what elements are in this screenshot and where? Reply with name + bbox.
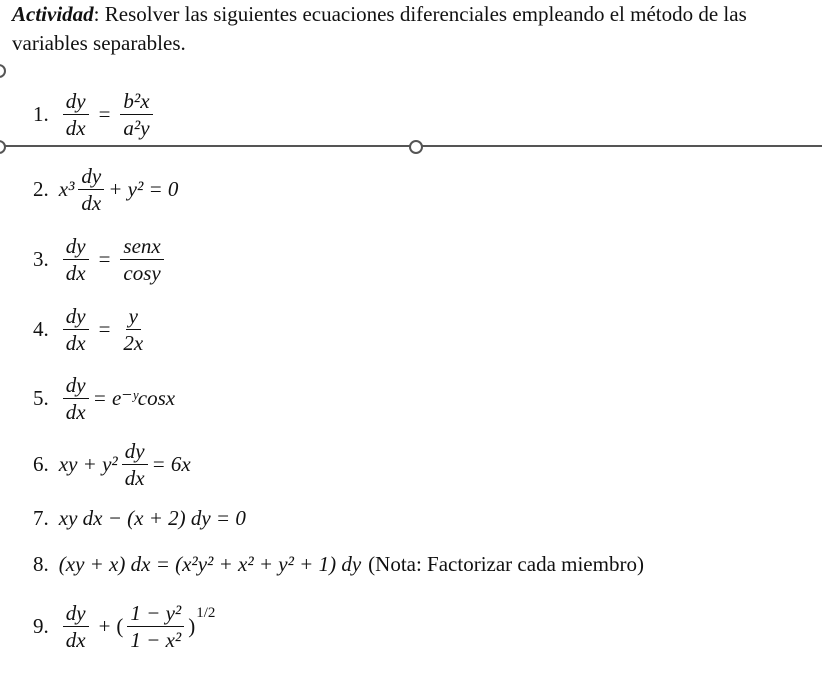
- numerator: dy: [63, 372, 89, 399]
- denominator: dx: [65, 261, 86, 285]
- numerator: 1 − y²: [127, 600, 184, 627]
- numerator: dy: [63, 233, 89, 260]
- paren-close: ): [188, 614, 196, 638]
- item-number: 9.: [33, 614, 49, 638]
- term: = 6x: [151, 452, 191, 476]
- equals: =: [98, 247, 111, 271]
- item-number: 5.: [33, 386, 49, 410]
- numerator: senx: [120, 233, 163, 260]
- term: x³: [58, 177, 75, 201]
- numerator: dy: [78, 163, 104, 190]
- numerator: dy: [122, 438, 148, 465]
- numerator: y: [126, 303, 141, 330]
- equation-2: [33, 163, 178, 216]
- item-number: 4.: [33, 317, 49, 341]
- denominator: dx: [81, 191, 102, 215]
- denominator: a²y: [123, 116, 150, 140]
- equation-1: [33, 88, 157, 141]
- denominator: dx: [65, 116, 86, 140]
- item-number: 8.: [33, 552, 49, 576]
- item-number: 1.: [33, 102, 49, 126]
- equation-6: [33, 438, 191, 491]
- item-number: 3.: [33, 247, 49, 271]
- numerator: dy: [63, 600, 89, 627]
- fraction: [63, 233, 89, 286]
- exponent: 1/2: [196, 605, 216, 621]
- fraction: [120, 303, 146, 356]
- term: xy + y²: [58, 452, 118, 476]
- numerator: b²x: [120, 88, 152, 115]
- paren-open: (: [116, 614, 124, 638]
- equation-5: [33, 372, 175, 425]
- fraction: [63, 303, 89, 356]
- numerator: dy: [63, 88, 89, 115]
- equation-text: xy dx − (x + 2) dy = 0: [58, 506, 246, 530]
- denominator: dx: [65, 400, 86, 424]
- equation-text: (xy + x) dx = (x²y² + x² + y² + 1) dy: [58, 552, 362, 576]
- fraction: [63, 600, 89, 653]
- equals: =: [98, 317, 111, 341]
- fraction: [127, 600, 184, 653]
- equation-8: [33, 552, 644, 577]
- denominator: cosy: [123, 261, 161, 285]
- denominator: dx: [124, 466, 145, 490]
- plus: +: [98, 614, 111, 638]
- fraction: [122, 438, 148, 491]
- term: = e⁻ʸcosx: [92, 386, 176, 410]
- equation-4: [33, 303, 150, 356]
- equation-7: [33, 506, 246, 531]
- fraction: [120, 88, 152, 141]
- denominator: 1 − x²: [130, 628, 182, 652]
- activity-instructions: [12, 0, 817, 58]
- denominator: 2x: [123, 331, 144, 355]
- fraction: [120, 233, 163, 286]
- denominator: dx: [65, 331, 86, 355]
- equals: =: [98, 102, 111, 126]
- equation-3: [33, 233, 168, 286]
- activity-text: : Resolver las siguientes ecuaciones diferenciales empleando el método de las variables separables.: [12, 2, 747, 55]
- term: + y² = 0: [108, 177, 179, 201]
- numerator: dy: [63, 303, 89, 330]
- line-handle-left[interactable]: [0, 140, 6, 154]
- line-handle-mid[interactable]: [409, 140, 423, 154]
- denominator: dx: [65, 628, 86, 652]
- item-number: 7.: [33, 506, 49, 530]
- note: (Nota: Factorizar cada miembro): [368, 552, 644, 576]
- equation-9: [33, 600, 215, 653]
- fraction: [78, 163, 104, 216]
- item-number: 2.: [33, 177, 49, 201]
- line-handle-top[interactable]: [0, 64, 6, 78]
- item-number: 6.: [33, 452, 49, 476]
- fraction: [63, 88, 89, 141]
- activity-title: Actividad: [12, 2, 94, 26]
- fraction: [63, 372, 89, 425]
